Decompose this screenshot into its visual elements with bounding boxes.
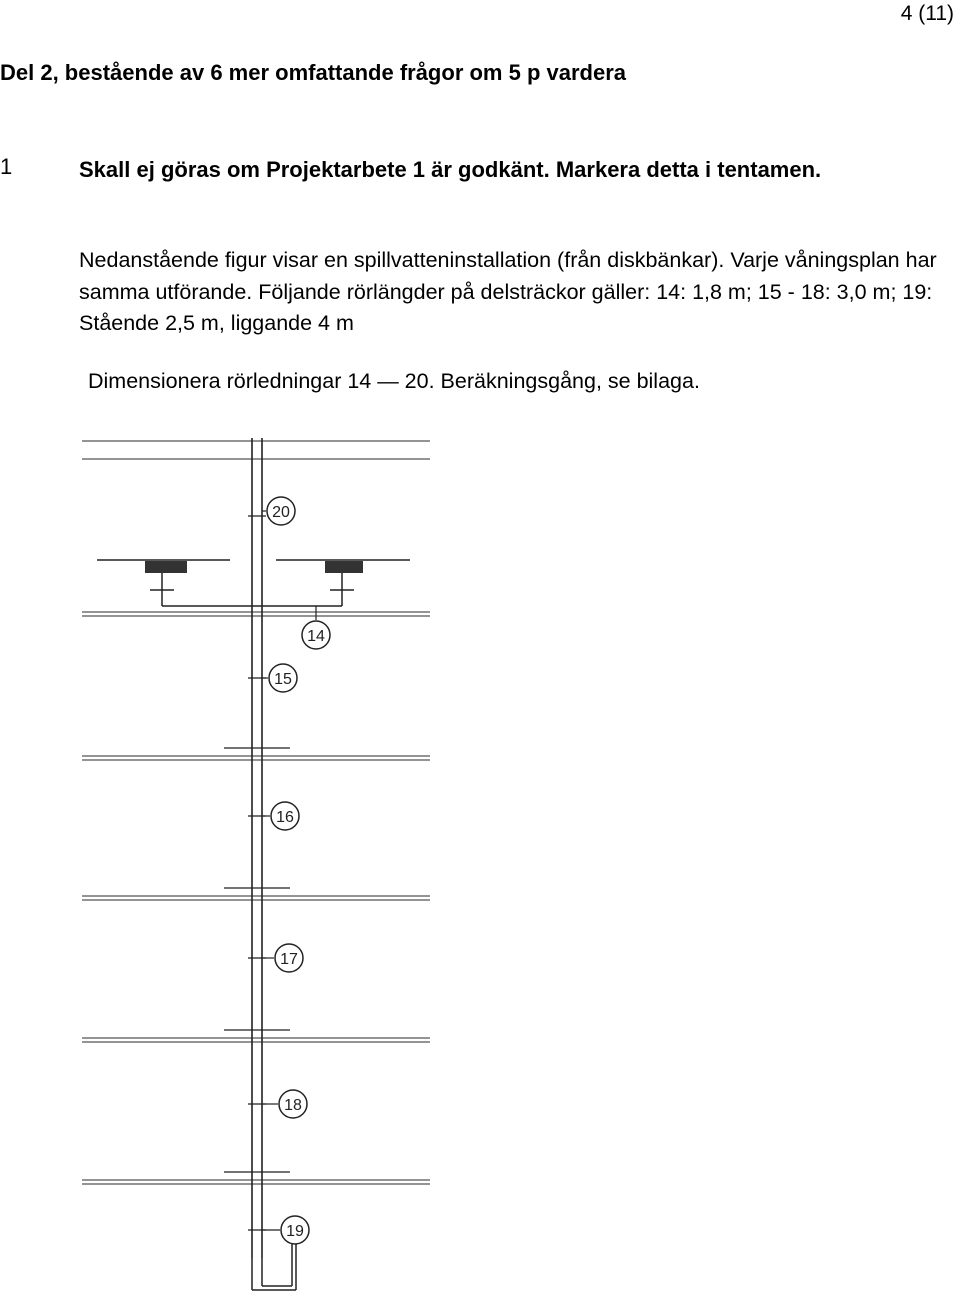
pipe-label-16: 16 [276, 809, 294, 826]
pipe-label-20: 20 [272, 504, 290, 521]
section-heading: Del 2, bestående av 6 mer omfattande frågor om 5 p vardera [0, 60, 627, 85]
pipe-label-17: 17 [280, 951, 298, 968]
floor-lines [82, 441, 430, 1184]
page-number: 4 (11) [900, 2, 954, 25]
pipe-label-18: 18 [284, 1097, 302, 1114]
label-leaders [262, 511, 316, 1230]
horizontal-pipe-19 [252, 1240, 296, 1290]
drainage-figure [0, 425, 440, 1314]
pipe-label-19: 19 [286, 1223, 304, 1240]
question-description: Nedanstående figur visar en spillvatteninstallation (från diskbänkar). Varje våningsplan har samma utförande. Följande rörlängder på delsträckor gäller: 14: 1,8 m; 15 - 18: 3,0 m; 19: Stående 2,5 m, liggande 4 m [79, 248, 937, 335]
vertical-stack-pipe [252, 438, 262, 1258]
sink-left-icon [145, 561, 187, 573]
sink-right-icon [325, 561, 363, 573]
pipe-label-14: 14 [307, 628, 325, 645]
stack-tick-marks [224, 516, 290, 1230]
question-task: Dimensionera rörledningar 14 — 20. Beräkningsgång, se bilaga. [88, 369, 700, 393]
question-number: 1 [0, 154, 13, 179]
pipe-label-15: 15 [274, 671, 292, 688]
question-instruction: Skall ej göras om Projektarbete 1 är godkänt. Markera detta i tentamen. [79, 157, 822, 182]
